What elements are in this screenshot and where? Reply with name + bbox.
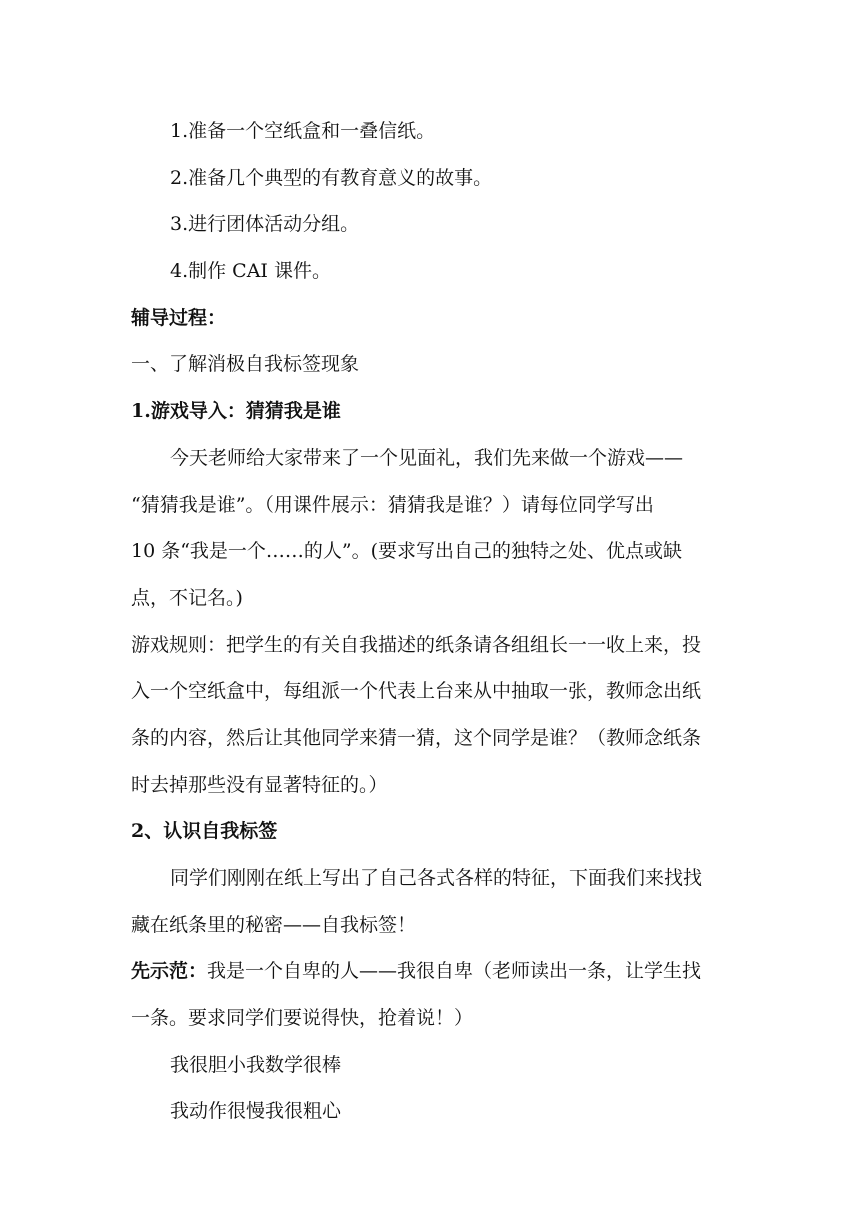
rules-line-3: 条的内容，然后让其他同学来猜一猜，这个同学是谁？（教师念纸条 bbox=[131, 726, 702, 749]
recognize-paragraph bbox=[131, 855, 731, 948]
demo-paragraph bbox=[131, 948, 731, 1041]
recognize-line-2: 藏在纸条里的秘密——自我标签！ bbox=[131, 913, 417, 936]
rules-line-2: 入一个空纸盒中，每组派一个代表上台来从中抽取一张，教师念出纸 bbox=[131, 680, 702, 703]
sub-heading-game-intro: 1.游戏导入：猜猜我是谁 bbox=[131, 400, 341, 423]
prep-item-3: 3.进行团体活动分组。 bbox=[170, 213, 360, 236]
demo-line-2: 一条。要求同学们要说得快，抢着说！） bbox=[131, 1007, 474, 1030]
prep-item-2: 2.准备几个典型的有教育意义的故事。 bbox=[170, 166, 493, 189]
document-page bbox=[131, 108, 731, 1135]
sub-heading-recognize-labels: 2、认识自我标签 bbox=[131, 820, 278, 843]
example-line-1: 我很胆小我数学很棒 bbox=[170, 1053, 342, 1076]
prep-item-4: 4.制作 CAI 课件。 bbox=[170, 260, 331, 283]
section-one-title: 一、了解消极自我标签现象 bbox=[131, 353, 360, 376]
intro-paragraph bbox=[131, 435, 731, 622]
rules-line-4: 时去掉那些没有显著特征的。） bbox=[131, 773, 388, 796]
prep-item-1: 1.准备一个空纸盒和一叠信纸。 bbox=[170, 120, 436, 142]
demo-line-1-text: 我是一个自卑的人——我很自卑（老师读出一条，让学生找 bbox=[207, 960, 702, 983]
rules-paragraph bbox=[131, 622, 731, 809]
intro-line-2: “猜猜我是谁”。（用课件展示：猜猜我是谁？）请每位同学写出 bbox=[131, 493, 654, 516]
demo-label: 先示范： bbox=[131, 960, 208, 983]
heading-process: 辅导过程： bbox=[131, 306, 227, 329]
example-line-2: 我动作很慢我很粗心 bbox=[170, 1100, 342, 1123]
intro-line-1: 今天老师给大家带来了一个见面礼，我们先来做一个游戏—— bbox=[170, 446, 684, 469]
demo-line-1 bbox=[131, 948, 731, 995]
rules-line-1: 游戏规则：把学生的有关自我描述的纸条请各组组长一一收上来，投 bbox=[131, 633, 702, 656]
intro-line-3: 10 条“我是一个……的人”。(要求写出自己的独特之处、优点或缺 bbox=[131, 540, 683, 563]
recognize-line-1: 同学们刚刚在纸上写出了自己各式各样的特征，下面我们来找找 bbox=[170, 867, 703, 889]
intro-line-4: 点，不记名。) bbox=[131, 586, 243, 609]
